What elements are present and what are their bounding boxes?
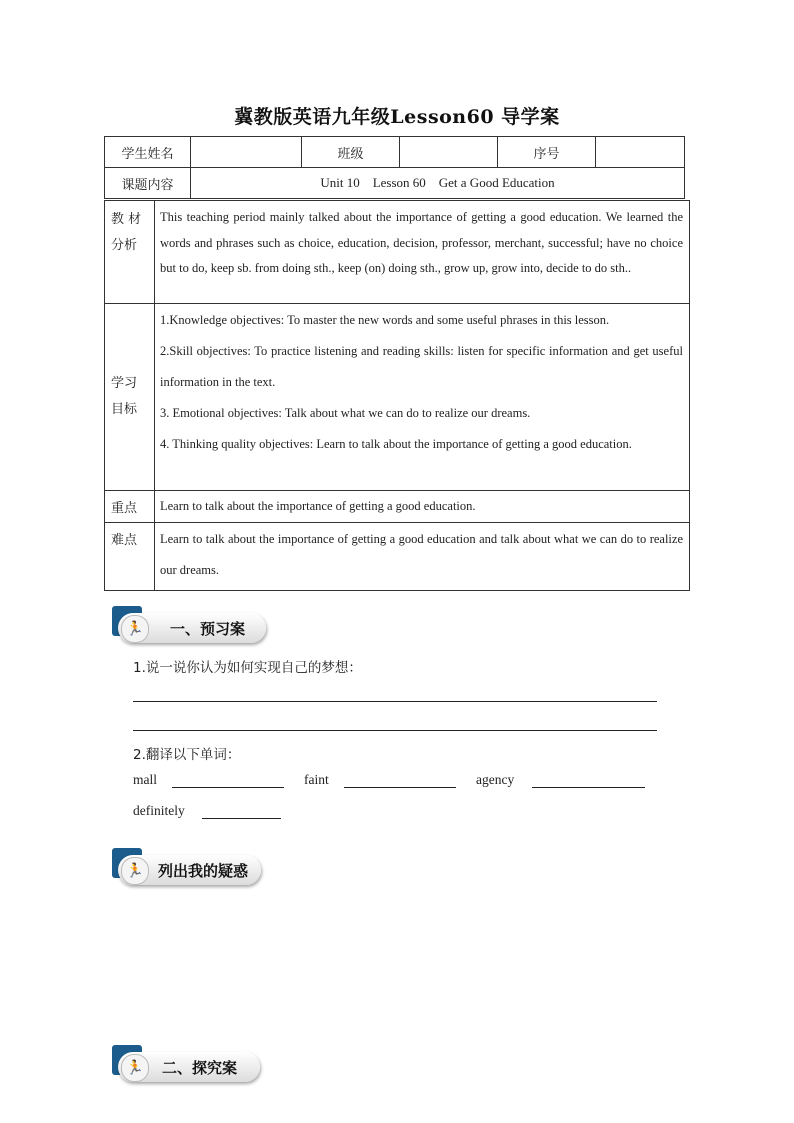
vocab-word: faint <box>304 772 329 787</box>
student-name-label: 学生姓名 <box>105 137 191 168</box>
topic-label: 课题内容 <box>105 168 191 199</box>
seat-field[interactable] <box>596 137 685 168</box>
section-header-doubts <box>112 848 272 890</box>
analysis-text: This teaching period mainly talked about the importance of getting a good education. We learned the words and phrases such as choice, education, decision, professor, merchant, successful; have no choice but to do, keep sb. from doing sth., keep (on) doing sth., grow up, grow into, decide to do sth.. <box>155 201 690 304</box>
page-title: 冀教版英语九年级Lesson60 导学案 <box>234 106 560 128</box>
objective-item: 4. Thinking quality objectives: Learn to talk about the importance of getting a good education. <box>160 437 632 451</box>
question-2: 2.翻译以下单词： <box>133 747 241 763</box>
objective-item: 2.Skill objectives: To practice listening and reading skills: listen for specific information and get useful information in the text. <box>160 344 683 389</box>
section-title-preview: 一、预习案 <box>170 620 246 638</box>
section-title-doubts: 列出我的疑惑 <box>158 862 249 880</box>
objectives-label <box>105 304 155 491</box>
class-label: 班级 <box>302 137 400 168</box>
vocab-blank[interactable] <box>532 787 645 788</box>
section-title-explore: 二、探究案 <box>162 1059 238 1077</box>
objective-item: 1.Knowledge objectives: To master the new words and some useful phrases in this lesson. <box>160 313 610 327</box>
section-header-preview <box>112 606 272 648</box>
student-name-field[interactable] <box>191 137 302 168</box>
answer-line[interactable] <box>133 730 657 731</box>
analysis-label-line2: 分析 <box>111 238 138 253</box>
question-1: 1.说一说你认为如何实现自己的梦想： <box>133 660 362 676</box>
topic-value: Unit 10 Lesson 60 Get a Good Education <box>191 168 685 199</box>
vocab-blank[interactable] <box>202 818 281 819</box>
info-table <box>104 136 685 199</box>
analysis-label-line1: 教 材 <box>111 212 142 227</box>
answer-line[interactable] <box>133 701 657 702</box>
class-field[interactable] <box>400 137 498 168</box>
objective-item: 3. Emotional objectives: Talk about what we can do to realize our dreams. <box>160 406 531 420</box>
vocab-blank[interactable] <box>344 787 456 788</box>
seat-label: 序号 <box>498 137 596 168</box>
running-figure-icon: 🏃 <box>121 615 149 643</box>
content-table <box>104 200 690 591</box>
difficulty-text <box>155 523 690 591</box>
vocab-blank[interactable] <box>172 787 284 788</box>
running-figure-icon: 🏃 <box>121 1054 149 1082</box>
difficulty-label: 难点 <box>105 523 155 591</box>
objectives-list <box>155 304 690 491</box>
key-point-text: Learn to talk about the importance of getting a good education. <box>155 491 690 523</box>
vocab-word: definitely <box>133 803 185 818</box>
analysis-label <box>105 201 155 304</box>
objectives-label-line1: 学习 <box>111 376 138 391</box>
running-figure-icon: 🏃 <box>121 857 149 885</box>
key-point-label: 重点 <box>105 491 155 523</box>
vocab-word: mall <box>133 772 157 787</box>
section-header-explore <box>112 1045 272 1087</box>
difficulty-paragraph: Learn to talk about the importance of getting a good education and talk about what we can do to realize our dreams. <box>160 532 683 577</box>
vocab-word: agency <box>476 772 515 787</box>
objectives-label-line2: 目标 <box>111 402 138 417</box>
